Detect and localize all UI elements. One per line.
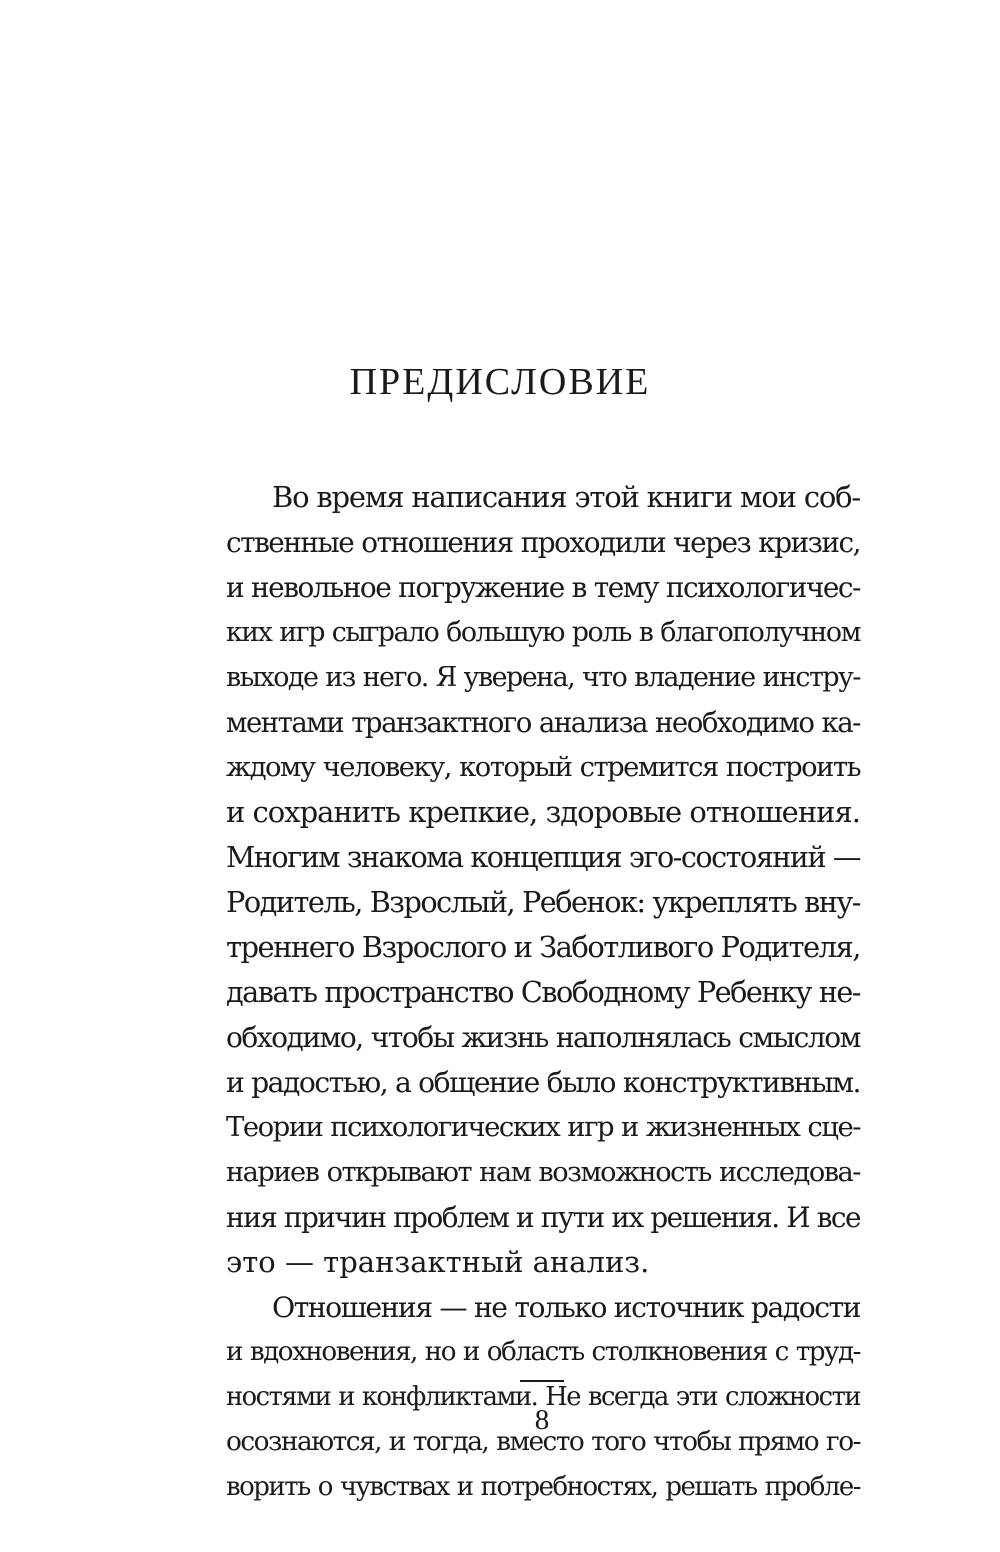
text-line: и сохранить крепкие, здоровые отношения. bbox=[226, 795, 861, 829]
text-line: и радостью, а общение было конструктивным. bbox=[226, 1066, 860, 1099]
page-number: 8 bbox=[534, 1404, 550, 1436]
text-line: Многим знакома концепция эго-состояний — bbox=[226, 840, 860, 874]
text-line: давать пространство Свободному Ребенку не- bbox=[226, 975, 860, 1009]
text-line: осознаются, и тогда, вместо того чтобы прямо го- bbox=[226, 1427, 860, 1457]
chapter-heading: ПРЕДИСЛОВИЕ bbox=[349, 361, 651, 403]
text-line: выходе из него. Я уверена, что владение инстру- bbox=[226, 662, 860, 693]
text-line: и невольное погружение в тему психологичес- bbox=[226, 571, 860, 604]
text-line: Теории психологических игр и жизненных сце- bbox=[226, 1111, 860, 1143]
text-line: Отношения — не только источник радости bbox=[272, 1291, 860, 1324]
text-line: ния причин проблем и пути их решения. И все bbox=[226, 1201, 860, 1234]
text-line: обходимо, чтобы жизнь наполнялась смыслом bbox=[226, 1021, 860, 1054]
text-line: ворить о чувствах и потребностях, решать пробле- bbox=[226, 1472, 860, 1502]
paragraph-1 bbox=[226, 475, 860, 1285]
text-line: Во время написания этой книги мои соб- bbox=[272, 480, 860, 514]
body-text bbox=[226, 475, 860, 1510]
paragraph-2 bbox=[226, 1285, 860, 1510]
text-line: ственные отношения проходили через кризис, bbox=[226, 526, 860, 559]
text-line: треннего Взрослого и Заботливого Родителя, bbox=[226, 930, 860, 964]
text-line: ментами транзактного анализа необходимо ка- bbox=[226, 706, 860, 739]
text-line: и вдохновения, но и область столкновения с труд- bbox=[226, 1337, 860, 1367]
page-number-rule bbox=[520, 1380, 564, 1382]
text-line: нариев открывают нам возможность исследова- bbox=[226, 1157, 860, 1188]
text-line: ждому человеку, который стремится построить bbox=[226, 752, 860, 783]
text-line: это — транзактный анализ. bbox=[226, 1245, 650, 1279]
text-line: ностями и конфликтами. Не всегда эти сложности bbox=[226, 1382, 860, 1412]
text-line: ких игр сыграло большую роль в благополучном bbox=[226, 617, 860, 648]
text-line: Родитель, Взрослый, Ребенок: укреплять вну- bbox=[226, 885, 860, 919]
